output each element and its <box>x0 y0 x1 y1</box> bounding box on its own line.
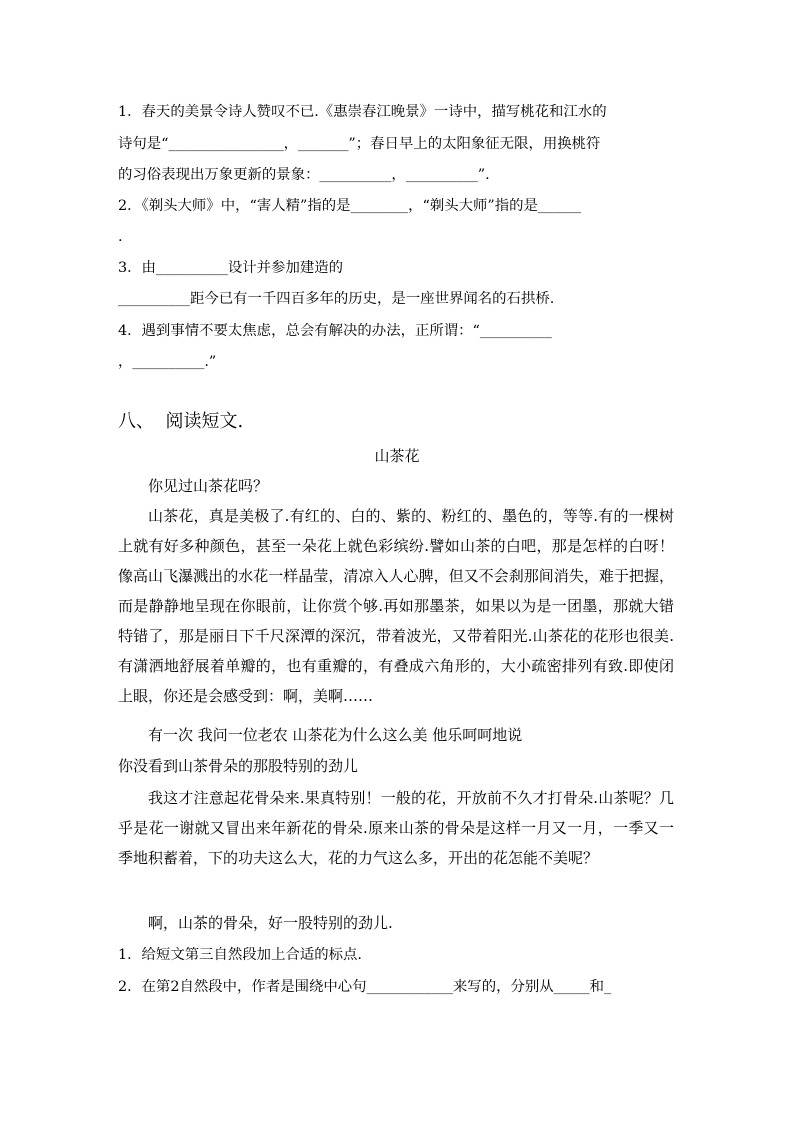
question-4-line-1: 4．遇到事情不要太焦虑，总会有解决的办法，正所谓：“__________ <box>118 323 552 339</box>
passage-title: 山茶花 <box>374 447 420 465</box>
passage-paragraph-3a: 有一次 我问一位老农 山茶花为什么这么美 他乐呵呵地说 <box>148 726 523 744</box>
question-3-line-2: __________距今已有一千四百多年的历史，是一座世界闻名的石拱桥. <box>118 291 555 307</box>
question-2-line-2: . <box>118 229 123 245</box>
question-3-line-1: 3．由__________设计并参加建造的 <box>118 260 344 276</box>
passage-paragraph-5: 啊，山茶的骨朵，好一股特别的劲儿. <box>148 914 393 932</box>
reading-question-2: 2．在第2自然段中，作者是围绕中心句____________来写的，分别从_____和_ <box>118 979 612 995</box>
passage-paragraph-3b: 你没看到山茶骨朵的那股特别的劲儿 <box>118 757 359 775</box>
reading-question-1: 1．给短文第三自然段加上合适的标点. <box>118 947 362 963</box>
question-1-line-3: 的习俗表现出万象更新的景象：__________，__________”. <box>118 167 490 183</box>
passage-paragraph-4: 我这才注意起花骨朵来.果真特别！一般的花，开放前不久才打骨朵.山茶呢？几乎是花一谢就又冒出来年新花的骨朵.原来山茶的骨朵是这样一月又一月，一季又一季地积蓄着，下的功夫这么大，花的力气这么多，开出的花怎能不美呢？ <box>118 789 674 867</box>
question-2-line-1: 2．《剃头大师》中，“害人精”指的是________，“剃头大师”指的是______ <box>118 198 582 214</box>
question-1-line-1: 1．春天的美景令诗人赞叹不已.《惠崇春江晚景》一诗中，描写桃花和江水的 <box>118 104 607 120</box>
question-4-line-2: ，__________.” <box>118 354 217 370</box>
passage-paragraph-2: 山茶花，真是美极了.有红的、白的、紫的、粉红的、墨色的，等等.有的一棵树上就有好多种颜色，甚至一朵花上就色彩缤纷.譬如山茶的白吧，那是怎样的白呀！像高山飞瀑溅出的水花一样晶莹，清凉入人心脾，但又不会刹那间消失，难于把握，而是静静地呈现在你眼前，让你赏个够.再如那墨茶，如果以为是一团墨，那就大错特错了，那是丽日下千尺深潭的深沉，带着波光，又带着阳光.山茶花的花形也很美.有潇洒地舒展着单瓣的，也有重瓣的，有叠成六角形的，大小疏密排列有致.即使闭上眼，你还是会感受到：啊，美啊…… <box>118 507 674 705</box>
passage-paragraph-1: 你见过山茶花吗？ <box>148 477 269 495</box>
section-heading: 八、 阅读短文. <box>118 411 244 432</box>
question-1-line-2: 诗句是“________________，_______”；春日早上的太阳象征无限，用换桃符 <box>118 136 601 152</box>
